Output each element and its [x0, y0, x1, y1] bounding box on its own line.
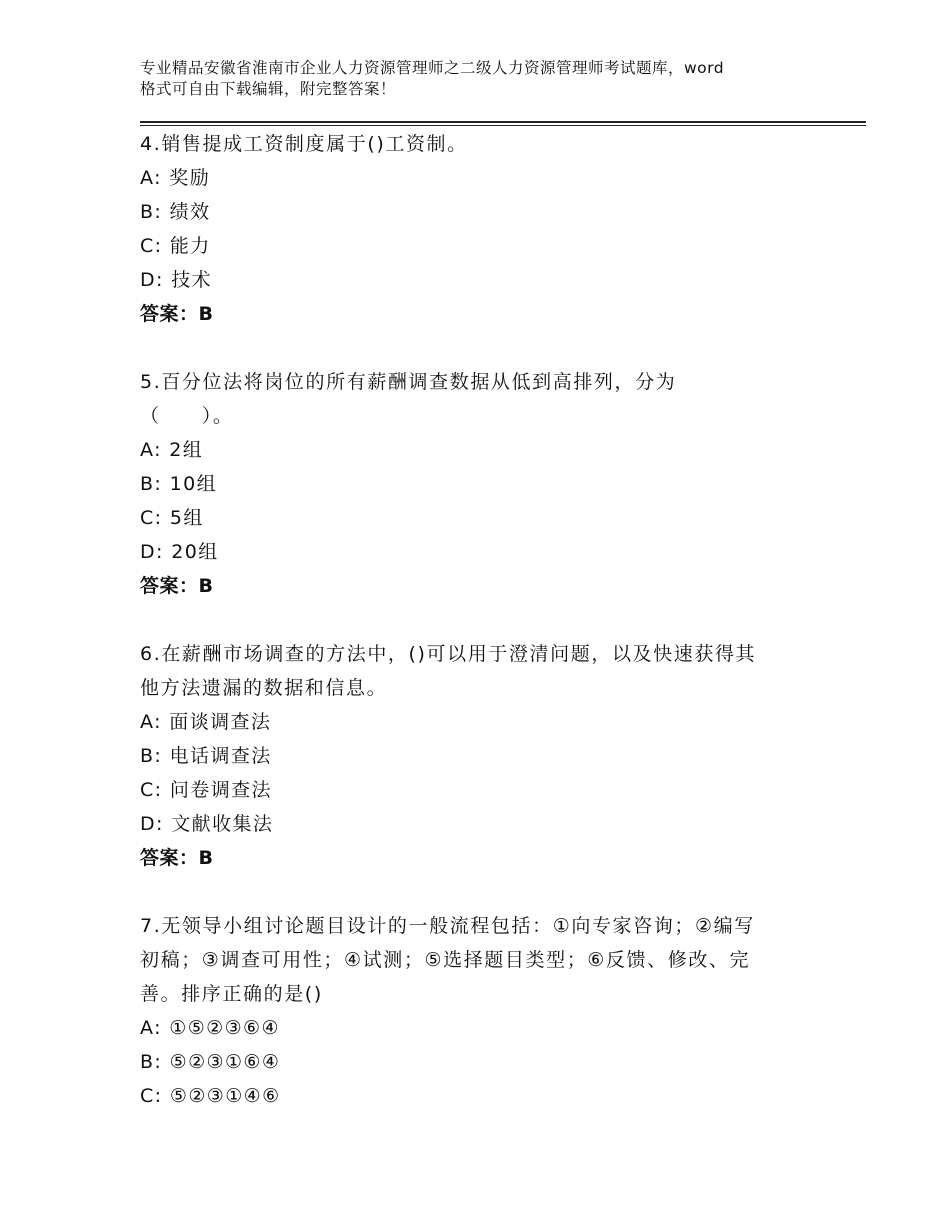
question-text-continued: 初稿；③调查可用性；④试测；⑤选择题目类型；⑥反馈、修改、完 [140, 949, 751, 971]
question-5 [140, 365, 820, 603]
answer-line: 答案：B [140, 575, 214, 597]
option-c: C: 5组 [140, 507, 204, 529]
option-a: A: 2组 [140, 439, 204, 461]
document-header [140, 58, 830, 100]
question-text: 5.百分位法将岗位的所有薪酬调查数据从低到高排列，分为 [140, 371, 677, 393]
option-b: B: 绩效 [140, 201, 211, 223]
option-d: D: 20组 [140, 541, 219, 563]
spacer [140, 603, 820, 637]
question-text: 4.销售提成工资制度属于()工资制。 [140, 133, 468, 155]
question-7 [140, 909, 820, 1113]
option-d: D: 技术 [140, 269, 213, 291]
question-text: 6.在薪酬市场调查的方法中，()可以用于澄清问题，以及快速获得其 [140, 643, 757, 665]
option-a: A: ①⑤②③⑥④ [140, 1017, 280, 1039]
spacer [140, 875, 820, 909]
answer-line: 答案：B [140, 847, 214, 869]
header-line-2: 格式可自由下载编辑，附完整答案！ [140, 80, 397, 98]
option-a: A: 奖励 [140, 167, 211, 189]
option-a: A: 面谈调查法 [140, 711, 272, 733]
question-text: 7.无领导小组讨论题目设计的一般流程包括：①向专家咨询；②编写 [140, 915, 755, 937]
header-divider-thick [140, 121, 866, 123]
option-c: C: 问卷调查法 [140, 779, 272, 801]
option-c: C: 能力 [140, 235, 211, 257]
option-b: B: 10组 [140, 473, 218, 495]
question-text-continued: （ ）。 [140, 405, 234, 427]
question-4 [140, 127, 820, 331]
question-list [140, 127, 820, 1113]
header-line-1: 专业精品安徽省淮南市企业人力资源管理师之二级人力资源管理师考试题库，word [140, 59, 725, 77]
question-6 [140, 637, 820, 875]
question-text-continued: 他方法遗漏的数据和信息。 [140, 677, 388, 699]
option-b: B: ⑤②③①⑥④ [140, 1051, 281, 1073]
answer-line: 答案：B [140, 303, 214, 325]
question-text-continued: 善。排序正确的是() [140, 983, 323, 1005]
option-b: B: 电话调查法 [140, 745, 272, 767]
option-c: C: ⑤②③①④⑥ [140, 1085, 281, 1107]
header-divider-thin [140, 125, 866, 126]
spacer [140, 331, 820, 365]
option-d: D: 文献收集法 [140, 813, 274, 835]
